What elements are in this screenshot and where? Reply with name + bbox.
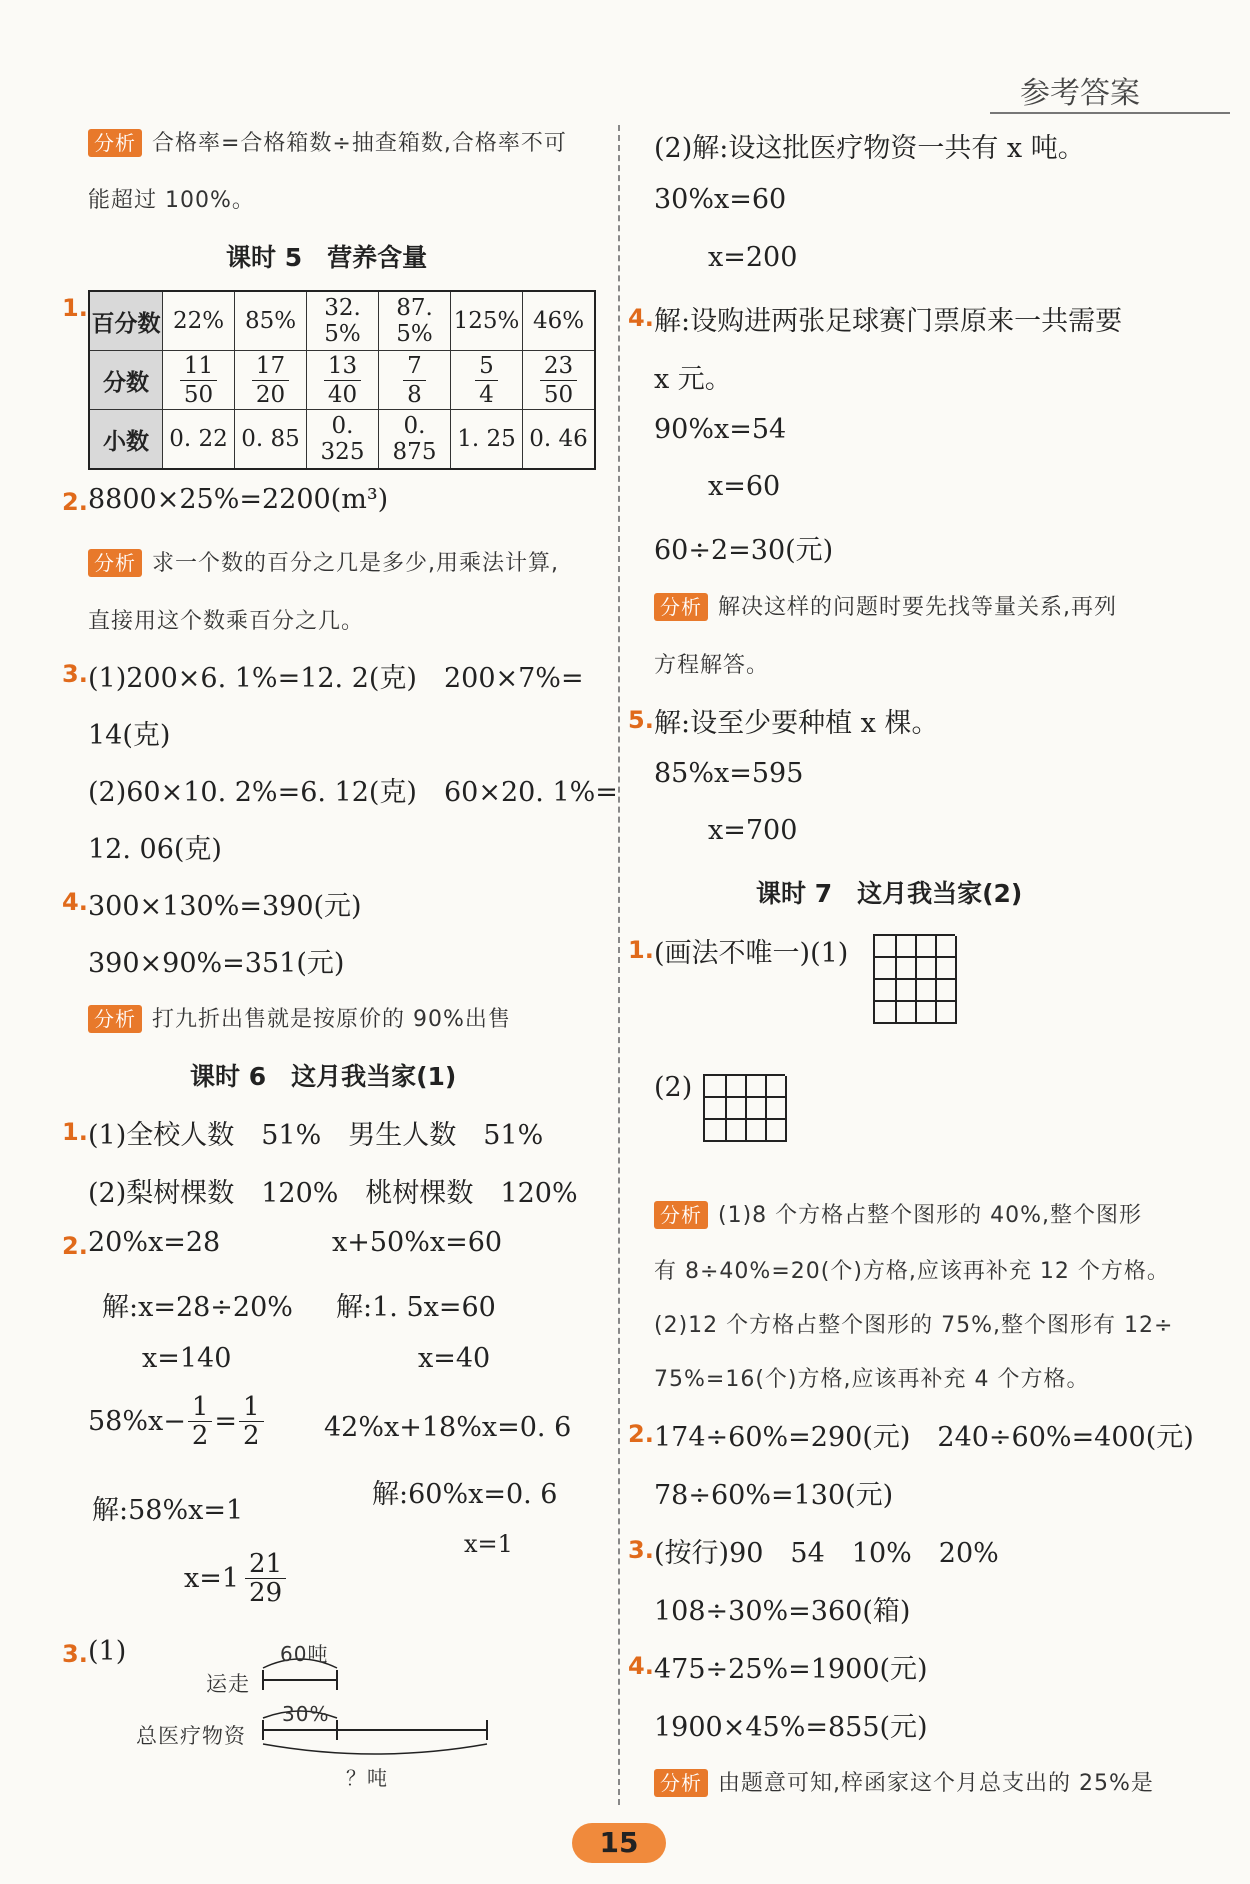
q2-number: 2. (62, 488, 88, 516)
q1-number: 1. (62, 294, 88, 322)
eq2: x+50%x=60 (332, 1227, 503, 1258)
r-line-2: 30%x=60 (654, 184, 787, 215)
l7-q2-line-a: 174÷60%=290(元) 240÷60%=400(元) (654, 1422, 1194, 1453)
grid-figure-1 (873, 934, 955, 1024)
header-rule (990, 112, 1230, 114)
diagram-question-label: ？吨 (346, 1766, 388, 1790)
grid-figure-2 (703, 1074, 785, 1142)
analysis-tag: 分析 (654, 1201, 708, 1229)
eq3-result: x=1 $\frac{21}{29}$ (184, 1550, 286, 1607)
l6-q1-line-b: (2)梨树棵数 120% 桃树棵数 120% (88, 1178, 578, 1209)
table-cell: 0. 875 (379, 410, 451, 470)
r-line-4: 解:设购进两张足球赛门票原来一共需要 (654, 306, 1123, 337)
diagram-percent-label: 30% (282, 1702, 330, 1726)
header-title: 参考答案 (1020, 76, 1140, 111)
table-header: 百分数 (89, 291, 163, 351)
l7-q3-line-a: (按行)90 54 10% 20% (654, 1538, 999, 1569)
analysis-tag: 分析 (654, 1769, 708, 1797)
l7-q2-line-b: 78÷60%=130(元) (654, 1480, 894, 1511)
q2-answer: 8800×25%=2200(m³) (88, 484, 389, 515)
diagram-total-label: 总医疗物资 (136, 1724, 246, 1748)
table-cell: 0. 85 (235, 410, 307, 470)
table-cell: $\frac{23}{50}$ (523, 351, 596, 410)
l7-q3-line-b: 108÷30%=360(箱) (654, 1596, 911, 1627)
analysis-tag: 分析 (654, 593, 708, 621)
l7-q4-line-a: 475÷25%=1900(元) (654, 1654, 928, 1685)
table-cell: 32. 5% (307, 291, 379, 351)
table-cell: $\frac{11}{50}$ (163, 351, 235, 410)
column-divider (618, 125, 620, 1805)
r-analysis-8: 分析 由题意可知,梓函家这个月总支出的 25%是 (654, 1766, 1154, 1797)
l6-q2-number: 2. (62, 1232, 88, 1260)
table-cell: 125% (451, 291, 523, 351)
eq1-result: x=140 (142, 1343, 232, 1374)
l7-q4-number: 4. (628, 1652, 654, 1680)
l7-q2-number: 2. (628, 1420, 654, 1448)
l7-q4-line-b: 1900×45%=855(元) (654, 1712, 928, 1743)
q3-line-c: (2)60×10. 2%=6. 12(克) 60×20. 1%= (88, 777, 618, 808)
analysis-tag: 分析 (88, 549, 142, 577)
r-analysis-4: 分析 解决这样的问题时要先找等量关系,再列 (654, 590, 1117, 621)
analysis-tag: 分析 (88, 129, 142, 157)
percent-table (88, 290, 596, 470)
eq4-step: 解:60%x=0. 6 (372, 1479, 558, 1510)
lesson-6-title: 课时 6 这月我当家(1) (190, 1062, 457, 1091)
r-line-1: (2)解:设这批医疗物资一共有 x 吨。 (654, 133, 1085, 164)
eq4-result: x=1 (464, 1530, 513, 1558)
r-line-7: x=60 (708, 471, 781, 502)
r-analysis-7d: 75%=16(个)方格,应该再补充 4 个方格。 (654, 1367, 1090, 1392)
table-cell: $\frac{5}{4}$ (451, 351, 523, 410)
l7-q1-part1: (画法不唯一)(1) (654, 938, 849, 969)
r-analysis-4-cont: 方程解答。 (654, 653, 770, 678)
eq4: 42%x+18%x=0. 6 (324, 1412, 572, 1443)
analysis-1-cont: 能超过 100%。 (88, 188, 255, 213)
table-cell: 46% (523, 291, 596, 351)
l7-q1-part2: (2) (654, 1072, 693, 1103)
eq1-step: 解:x=28÷20% (102, 1292, 293, 1323)
eq1: 20%x=28 (88, 1227, 221, 1258)
q3-number: 3. (62, 660, 88, 688)
table-cell: 0. 46 (523, 410, 596, 470)
table-cell: 0. 325 (307, 410, 379, 470)
l6-q1-number: 1. (62, 1118, 88, 1146)
analysis-tag: 分析 (88, 1005, 142, 1033)
r-line-8: 60÷2=30(元) (654, 535, 834, 566)
analysis-2-cont: 直接用这个数乘百分之几。 (88, 609, 365, 634)
q3-line-b: 14(克) (88, 720, 171, 751)
table-cell: $\frac{13}{40}$ (307, 351, 379, 410)
table-cell: $\frac{7}{8}$ (379, 351, 451, 410)
table-cell: 1. 25 (451, 410, 523, 470)
q4-line-b: 390×90%=351(元) (88, 948, 345, 979)
page-number: 15 (572, 1823, 666, 1863)
analysis-1: 分析 合格率=合格箱数÷抽查箱数,合格率不可 (88, 126, 567, 157)
r-analysis-7b: 有 8÷40%=20(个)方格,应该再补充 12 个方格。 (654, 1259, 1170, 1284)
q4-number: 4. (62, 888, 88, 916)
lesson-7-title: 课时 7 这月我当家(2) (756, 879, 1023, 908)
eq3: 58%x− $\frac{1}{2}$ = $\frac{1}{2}$ (88, 1393, 264, 1450)
table-cell: 87. 5% (379, 291, 451, 351)
table-header: 小数 (89, 410, 163, 470)
r-line-3: x=200 (708, 242, 798, 273)
r-line-10: 85%x=595 (654, 758, 804, 789)
r-q4-number: 4. (628, 304, 654, 332)
q3-line-d: 12. 06(克) (88, 834, 222, 865)
analysis-4: 分析 打九折出售就是按原价的 90%出售 (88, 1002, 511, 1033)
table-row (89, 351, 595, 410)
r-line-5: x 元。 (654, 364, 732, 395)
diagram-tons-label: 60吨 (280, 1642, 329, 1666)
table-header: 分数 (89, 351, 163, 410)
eq2-result: x=40 (418, 1343, 491, 1374)
l7-q1-number: 1. (628, 936, 654, 964)
table-cell: 85% (235, 291, 307, 351)
diagram-transport-label: 运走 (206, 1672, 250, 1696)
r-q5-number: 5. (628, 706, 654, 734)
l6-q3-part: (1) (88, 1636, 127, 1667)
table-cell: $\frac{17}{20}$ (235, 351, 307, 410)
eq2-step: 解:1. 5x=60 (336, 1292, 496, 1323)
eq3-step: 解:58%x=1 (92, 1495, 244, 1526)
r-line-6: 90%x=54 (654, 414, 787, 445)
r-line-11: x=700 (708, 815, 798, 846)
l6-q3-number: 3. (62, 1640, 88, 1668)
q4-line-a: 300×130%=390(元) (88, 891, 362, 922)
table-cell: 0. 22 (163, 410, 235, 470)
r-analysis-7c: (2)12 个方格占整个图形的 75%,整个图形有 12÷ (654, 1313, 1174, 1338)
table-row (89, 410, 595, 470)
analysis-2: 分析 求一个数的百分之几是多少,用乘法计算, (88, 546, 559, 577)
lesson-5-title: 课时 5 营养含量 (226, 243, 428, 272)
table-cell: 22% (163, 291, 235, 351)
r-line-9: 解:设至少要种植 x 棵。 (654, 708, 939, 739)
r-analysis-7a: 分析 (1)8 个方格占整个图形的 40%,整个图形 (654, 1198, 1142, 1229)
l6-q1-line-a: (1)全校人数 51% 男生人数 51% (88, 1120, 544, 1151)
q3-line-a: (1)200×6. 1%=12. 2(克) 200×7%= (88, 663, 584, 694)
l7-q3-number: 3. (628, 1536, 654, 1564)
table-row (89, 291, 595, 351)
